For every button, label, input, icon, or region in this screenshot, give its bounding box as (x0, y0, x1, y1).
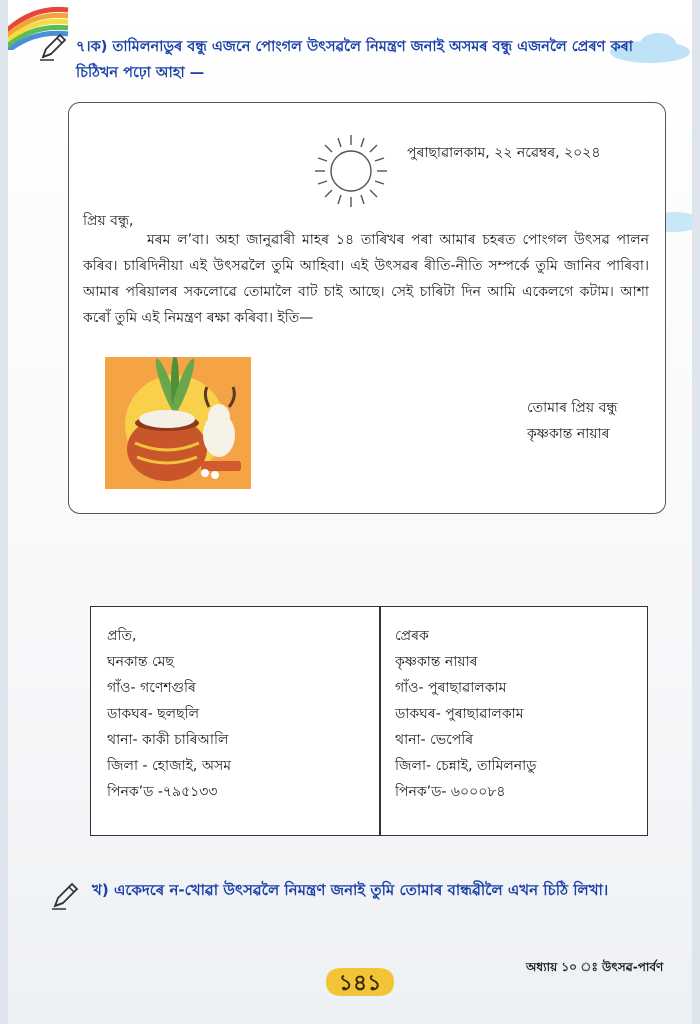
pongal-pot-illustration (105, 357, 251, 489)
sender-signature: কৃষ্ণকান্ত নায়াৰ (527, 426, 610, 442)
letter-closing (527, 395, 617, 447)
page-number-badge (322, 962, 398, 1002)
sender-address (395, 623, 537, 805)
address-line: ডাকঘৰ- পুৰাছাৱালকাম (395, 706, 524, 722)
question-body: একেদৰে ন-খোৱা উৎসৱলৈ নিমন্ত্ৰণ জনাই তুমি তোমাৰ বান্ধৱীলৈ এখন চিঠি লিখা। (113, 881, 609, 899)
address-line: ঘনকান্ত মেছ (107, 654, 174, 670)
sun-icon (311, 131, 391, 211)
recipient-address (107, 623, 231, 805)
address-line: প্ৰেৰক (395, 628, 429, 644)
page-number: ১৪১ (338, 971, 382, 996)
letter-place-date: পুৰাছাৱালকাম, ২২ নৱেম্বৰ, ২০২৪ (407, 145, 601, 161)
address-line: থানা- কাকী চাৰিআলি (107, 732, 229, 748)
letter-body: মৰম ল’বা। অহা জানুৱাৰী মাহৰ ১৪ তাৰিখৰ পৰা আমাৰ চহৰত পোংগল উৎসৱ পালন কৰিব। চাৰিদিনীয়া এই উৎসৱলৈ তুমি আহিবা। এই উৎসৱৰ ৰীতি-নীতি সম্পৰ্কে তুমি জানিব পাৰিবা। আমাৰ পৰিয়ালৰ সকলোৱে তোমালৈ বাট চাই আছে। সেই চাৰিটা দিন আমি একেলগে কটাম। আশা কৰোঁ তুমি এই নিমন্ত্ৰণ ৰক্ষা কৰিবা। ইতি— (83, 232, 649, 326)
column-divider (379, 607, 381, 835)
address-line: পিনক’ড- ৬০০০৮৪ (395, 784, 506, 800)
question-number: ৭।ক) (76, 39, 108, 55)
address-line: জিলা - হোজাই, অসম (107, 758, 231, 774)
address-line: গাঁও- গণেশগুৰি (107, 680, 196, 696)
pencil-icon (50, 881, 80, 911)
address-line: গাঁও- পুৰাছাৱালকাম (395, 680, 507, 696)
letter-salutation: প্ৰিয় বন্ধু, (83, 213, 134, 229)
address-line: ডাকঘৰ- ছলছলি (107, 706, 200, 722)
question-body: তামিলনাডুৰ বন্ধু এজনে পোংগল উৎসৱলৈ নিমন্ত্ৰণ জনাই অসমৰ বন্ধু এজনলৈ প্ৰেৰণ কৰা চিঠিখন পঢ়ো আহা — (76, 39, 633, 81)
textbook-page (8, 0, 692, 1024)
closing-line: তোমাৰ প্ৰিয় বন্ধু (527, 400, 618, 416)
address-line: জিলা- চেন্নাই, তামিলনাডু (395, 758, 537, 774)
address-line: প্ৰতি, (107, 628, 137, 644)
pencil-icon (38, 32, 68, 62)
question-number: খ) (92, 881, 109, 899)
letter-box (68, 102, 666, 514)
address-line: কৃষ্ণকান্ত নায়াৰ (395, 654, 478, 670)
question-text (76, 34, 676, 86)
address-line: পিনক’ড -৭৯৫১৩৩ (107, 784, 218, 800)
question-text (92, 875, 672, 905)
address-table (90, 606, 648, 836)
address-line: থানা- ভেপেৰি (395, 732, 474, 748)
chapter-footer: অধ্যায় ১০ ঃ উৎসৱ-পাৰ্বণ (526, 960, 664, 974)
